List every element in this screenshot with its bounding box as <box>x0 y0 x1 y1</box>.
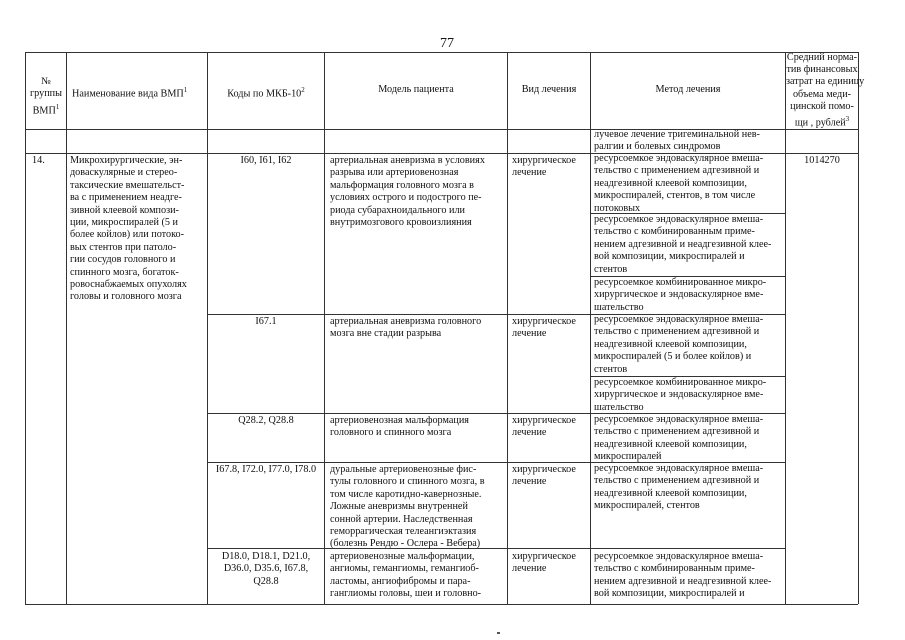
rule <box>324 52 325 604</box>
row-method: ресурсоемкое эндоваскулярное вмеша- тельство с комбинированным приме- нением адгезивной и неадгезивной клее- вой композиции, микроспиралей и стентов <box>594 214 772 275</box>
header-name: Наименование вида ВМП$^1$ <box>72 86 188 100</box>
continuation-method: лучевое лечение тригеминальной нев- ралгии и болевых синдромов <box>594 129 760 153</box>
row-treatment-type: хирургическое лечение <box>512 464 576 488</box>
row-patient-model: артериовенозная мальформация головного и спинного мозга <box>330 415 469 439</box>
row-codes: Q28.2, Q28.8 <box>238 415 294 426</box>
rule <box>25 52 26 604</box>
row-treatment-type: хирургическое лечение <box>512 551 576 575</box>
scan-speck <box>497 632 500 634</box>
rule <box>785 52 786 604</box>
row-patient-model: артериальная аневризма головного мозга вне стадии разрыва <box>330 316 482 340</box>
row-patient-model: дуральные артериовенозные фис- тулы головного и спинного мозга, в том числе каротидно-кавернозные. Ложные аневризмы внутренней сонной артерии. Наследственная геморрагическая телеангиэктазия (болезнь Рендю - Ослера - Вебера) <box>330 464 485 550</box>
row-patient-model: артериальная аневризма в условиях разрыва или артериовенозная мальформация головного мозга в условиях острого и подострого пе- риода субарахноидального или внутримозгового кровоизлияния <box>330 155 485 229</box>
header-method: Метод лечения <box>655 84 721 95</box>
group-name: Микрохирургические, эн- доваскулярные и стерео- таксические вмешательст- ва с применением неадге- зивной клеевой компози- ции, микроспиралей (5 и более койлов) или потоко- вых стентов при патоло- гии сосудов головного и спинного мозга, богаток- ровоснабжаемых опухолях головы и головного мозга <box>70 155 187 303</box>
row-method: ресурсоемкое эндоваскулярное вмеша- тельство с применением адгезивной и неадгезивной клеевой композиции, микроспиралей, стентов <box>594 463 764 512</box>
row-method: ресурсоемкое комбинированное микро- хирургическое и эндоваскулярное вме- шательство <box>594 377 767 413</box>
page-number: 77 <box>440 36 454 51</box>
row-method: ресурсоемкое эндоваскулярное вмеша- тельство с применением адгезивной и неадгезивной клеевой композиции, микроспиралей, стентов, в том числе потоковых <box>594 153 764 214</box>
header-treatment-type: Вид лечения <box>521 84 577 95</box>
row-treatment-type: хирургическое лечение <box>512 415 576 439</box>
row-method: ресурсоемкое эндоваскулярное вмеша- тельство с комбинированным приме- нением адгезивной и неадгезивной клее- вой композиции, микроспиралей и <box>594 551 772 600</box>
row-codes: I67.8, I72.0, I77.0, I78.0 <box>215 464 317 475</box>
row-codes: I60, I61, I62 <box>240 155 292 166</box>
header-cost: Средний норма- тив финансовых затрат на единицу объема меди- цинской помо- щи , рублей$^3$ <box>786 52 865 129</box>
rule <box>207 548 785 549</box>
rule <box>25 604 858 605</box>
row-method: ресурсоемкое эндоваскулярное вмеша- тельство с применением адгезивной и неадгезивной клеевой композиции, микроспиралей (5 и более койлов) и стентов <box>594 314 764 375</box>
header-group-no: № группы ВМП$^1$ <box>30 76 62 117</box>
row-treatment-type: хирургическое лечение <box>512 316 576 340</box>
row-method: ресурсоемкое комбинированное микро- хирургическое и эндоваскулярное вме- шательство <box>594 277 767 313</box>
header-codes: Коды по МКБ-$10^2$ <box>227 86 305 100</box>
rule <box>507 52 508 604</box>
row-codes: I67.1 <box>255 316 277 327</box>
rule <box>66 52 67 604</box>
row-patient-model: артериовенозные мальформации, ангиомы, гемангиомы, гемангиоб- ластомы, ангиофибромы и пара- ганглиомы головы, шеи и головно- <box>330 551 482 600</box>
group-cost: 1014270 <box>804 155 840 166</box>
rule <box>25 52 858 53</box>
group-number: 14. <box>32 155 45 166</box>
rule <box>590 52 591 604</box>
rule <box>858 52 859 604</box>
header-patient-model: Модель пациента <box>378 84 454 95</box>
row-codes: D18.0, D18.1, D21.0, D36.0, D35.6, I67.8, Q28.8 <box>221 551 311 587</box>
row-treatment-type: хирургическое лечение <box>512 155 576 179</box>
row-method: ресурсоемкое эндоваскулярное вмеша- тельство с применением адгезивной и неадгезивной клеевой композиции, микроспиралей <box>594 414 764 463</box>
